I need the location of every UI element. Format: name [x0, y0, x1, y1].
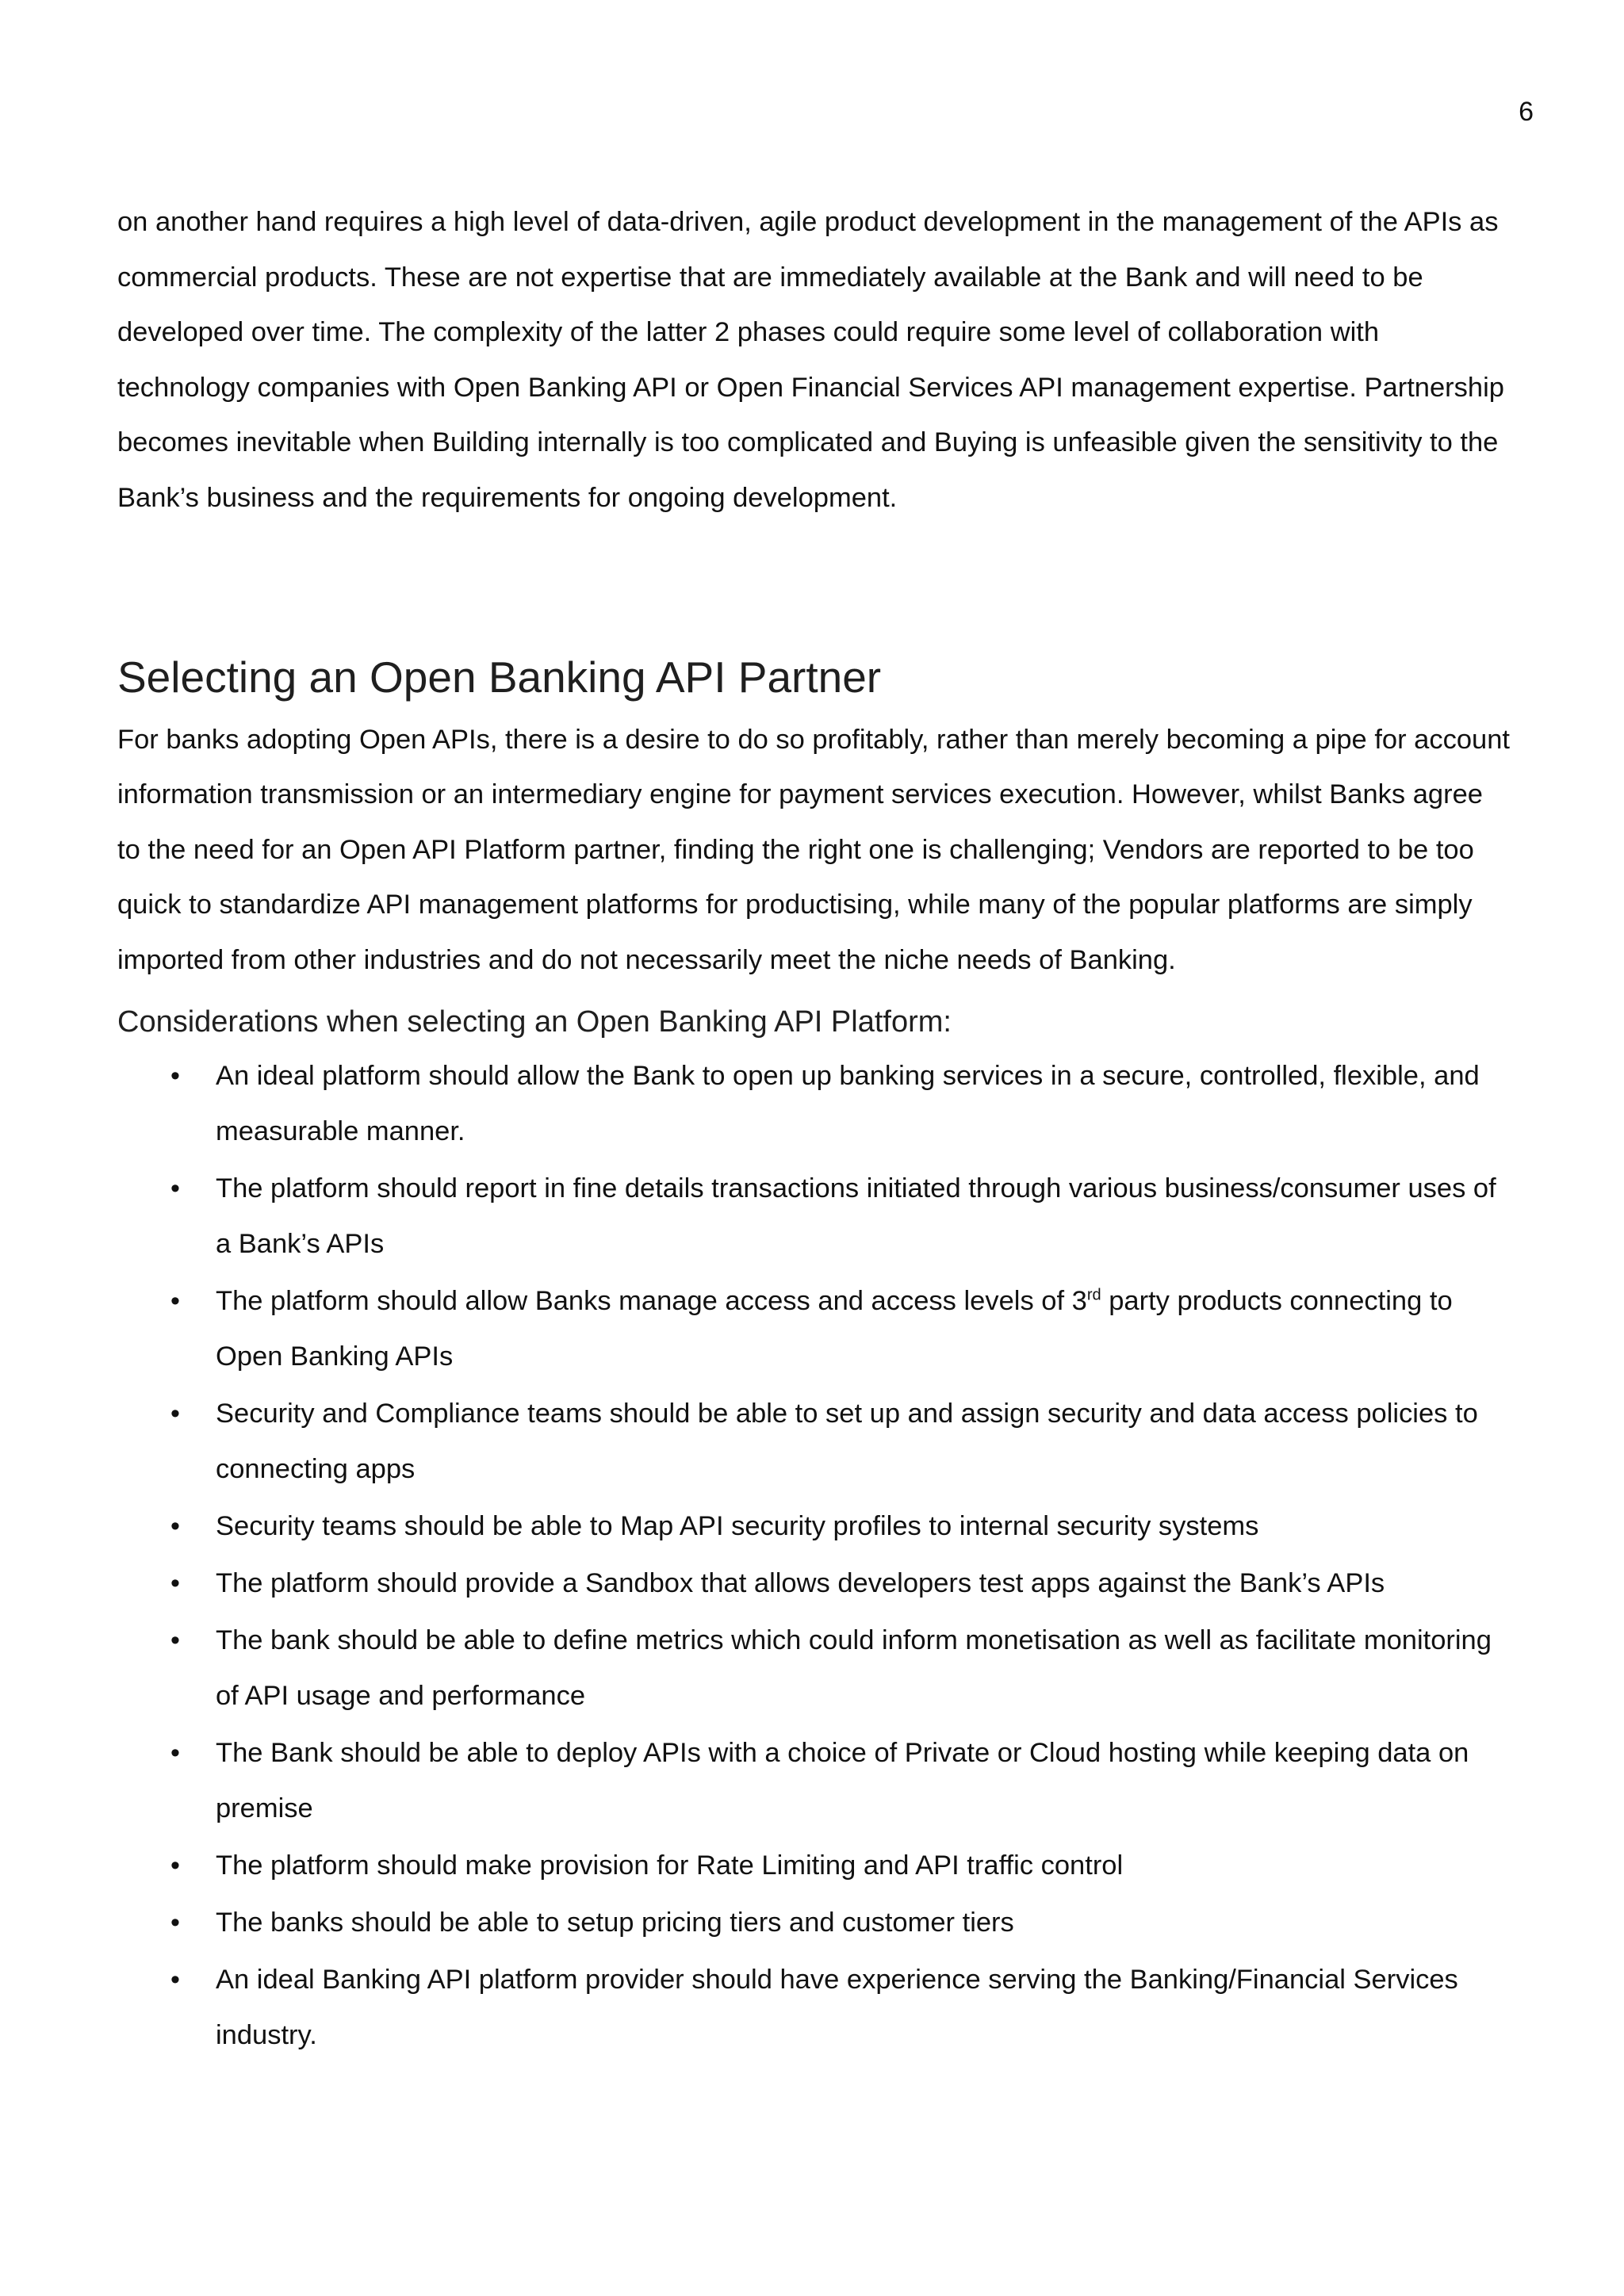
list-item-text: The platform should report in fine details transactions initiated through various business/consumer uses of a Bank’s APIs	[216, 1173, 1496, 1259]
list-item-text: The banks should be able to setup pricing tiers and customer tiers	[216, 1907, 1014, 1938]
list-item-text: The platform should provide a Sandbox that allows developers test apps against the Bank’s APIs	[216, 1567, 1385, 1598]
list-item-text-after: party products connecting to Open Banking APIs	[216, 1285, 1453, 1372]
list-item	[117, 1048, 1513, 1159]
list-item-text: An ideal Banking API platform provider should have experience serving the Banking/Financial Services industry.	[216, 1964, 1458, 2050]
list-item-text: The platform should make provision for Rate Limiting and API traffic control	[216, 1850, 1124, 1881]
considerations-list	[117, 1048, 1513, 2063]
bullet-icon: •	[170, 1737, 180, 1768]
bullet-icon: •	[170, 1850, 180, 1881]
ordinal-suffix: rd	[1086, 1286, 1101, 1304]
bullet-icon: •	[170, 1567, 180, 1598]
section-heading: Selecting an Open Banking API Partner	[117, 652, 882, 702]
page-number: 6	[1519, 97, 1534, 127]
list-item	[117, 1161, 1513, 1272]
list-item	[117, 1838, 1513, 1893]
list-item	[117, 1613, 1513, 1724]
list-item-text: Security and Compliance teams should be able to set up and assign security and data access policies to connecting apps	[216, 1398, 1478, 1484]
bullet-icon: •	[170, 1510, 180, 1541]
bullet-icon: •	[170, 1060, 180, 1091]
bullet-icon: •	[170, 1398, 180, 1429]
considerations-heading: Considerations when selecting an Open Banking API Platform:	[117, 1004, 952, 1039]
list-item-text: The bank should be able to define metrics which could inform monetisation as well as facilitate monitoring of API usage and performance	[216, 1624, 1492, 1711]
bullet-icon: •	[170, 1624, 180, 1655]
list-item	[117, 1498, 1513, 1554]
list-item	[117, 1386, 1513, 1497]
bullet-icon: •	[170, 1907, 180, 1938]
bullet-icon: •	[170, 1964, 180, 1995]
list-item-text: The Bank should be able to deploy APIs with a choice of Private or Cloud hosting while keeping data on premise	[216, 1737, 1469, 1823]
list-item-text: Security teams should be able to Map API security profiles to internal security systems	[216, 1510, 1259, 1541]
intro-paragraph: on another hand requires a high level of data-driven, agile product development in the management of the APIs as commercial products. These are not expertise that are immediately available at the Bank and will need to be developed over time. The complexity of the latter 2 phases could require some level of collaboration with technology companies with Open Banking API or Open Financial Services API management expertise. Partnership becomes inevitable when Building internally is too complicated and Buying is unfeasible given the sensitivity to the Bank’s business and the requirements for ongoing development.	[117, 207, 1504, 513]
list-item	[117, 1725, 1513, 1836]
list-item-text: An ideal platform should allow the Bank to open up banking services in a secure, controlled, flexible, and measurable manner.	[216, 1060, 1480, 1146]
list-item-text	[216, 1286, 1453, 1372]
list-item	[117, 1273, 1513, 1384]
section-paragraph: For banks adopting Open APIs, there is a desire to do so profitably, rather than merely becoming a pipe for account information transmission or an intermediary engine for payment services execution. However, whilst Banks agree to the need for an Open API Platform partner, finding the right one is challenging; Vendors are reported to be too quick to standardize API management platforms for productising, while many of the popular platforms are simply imported from other industries and do not necessarily meet the niche needs of Banking.	[117, 724, 1511, 975]
bullet-icon: •	[170, 1285, 180, 1316]
list-item	[117, 1952, 1513, 2063]
list-item	[117, 1556, 1513, 1611]
bullet-icon: •	[170, 1173, 180, 1203]
list-item-text-before: The platform should allow Banks manage access and access levels of 3	[216, 1285, 1087, 1316]
page-content	[117, 195, 1513, 2064]
list-item	[117, 1895, 1513, 1950]
